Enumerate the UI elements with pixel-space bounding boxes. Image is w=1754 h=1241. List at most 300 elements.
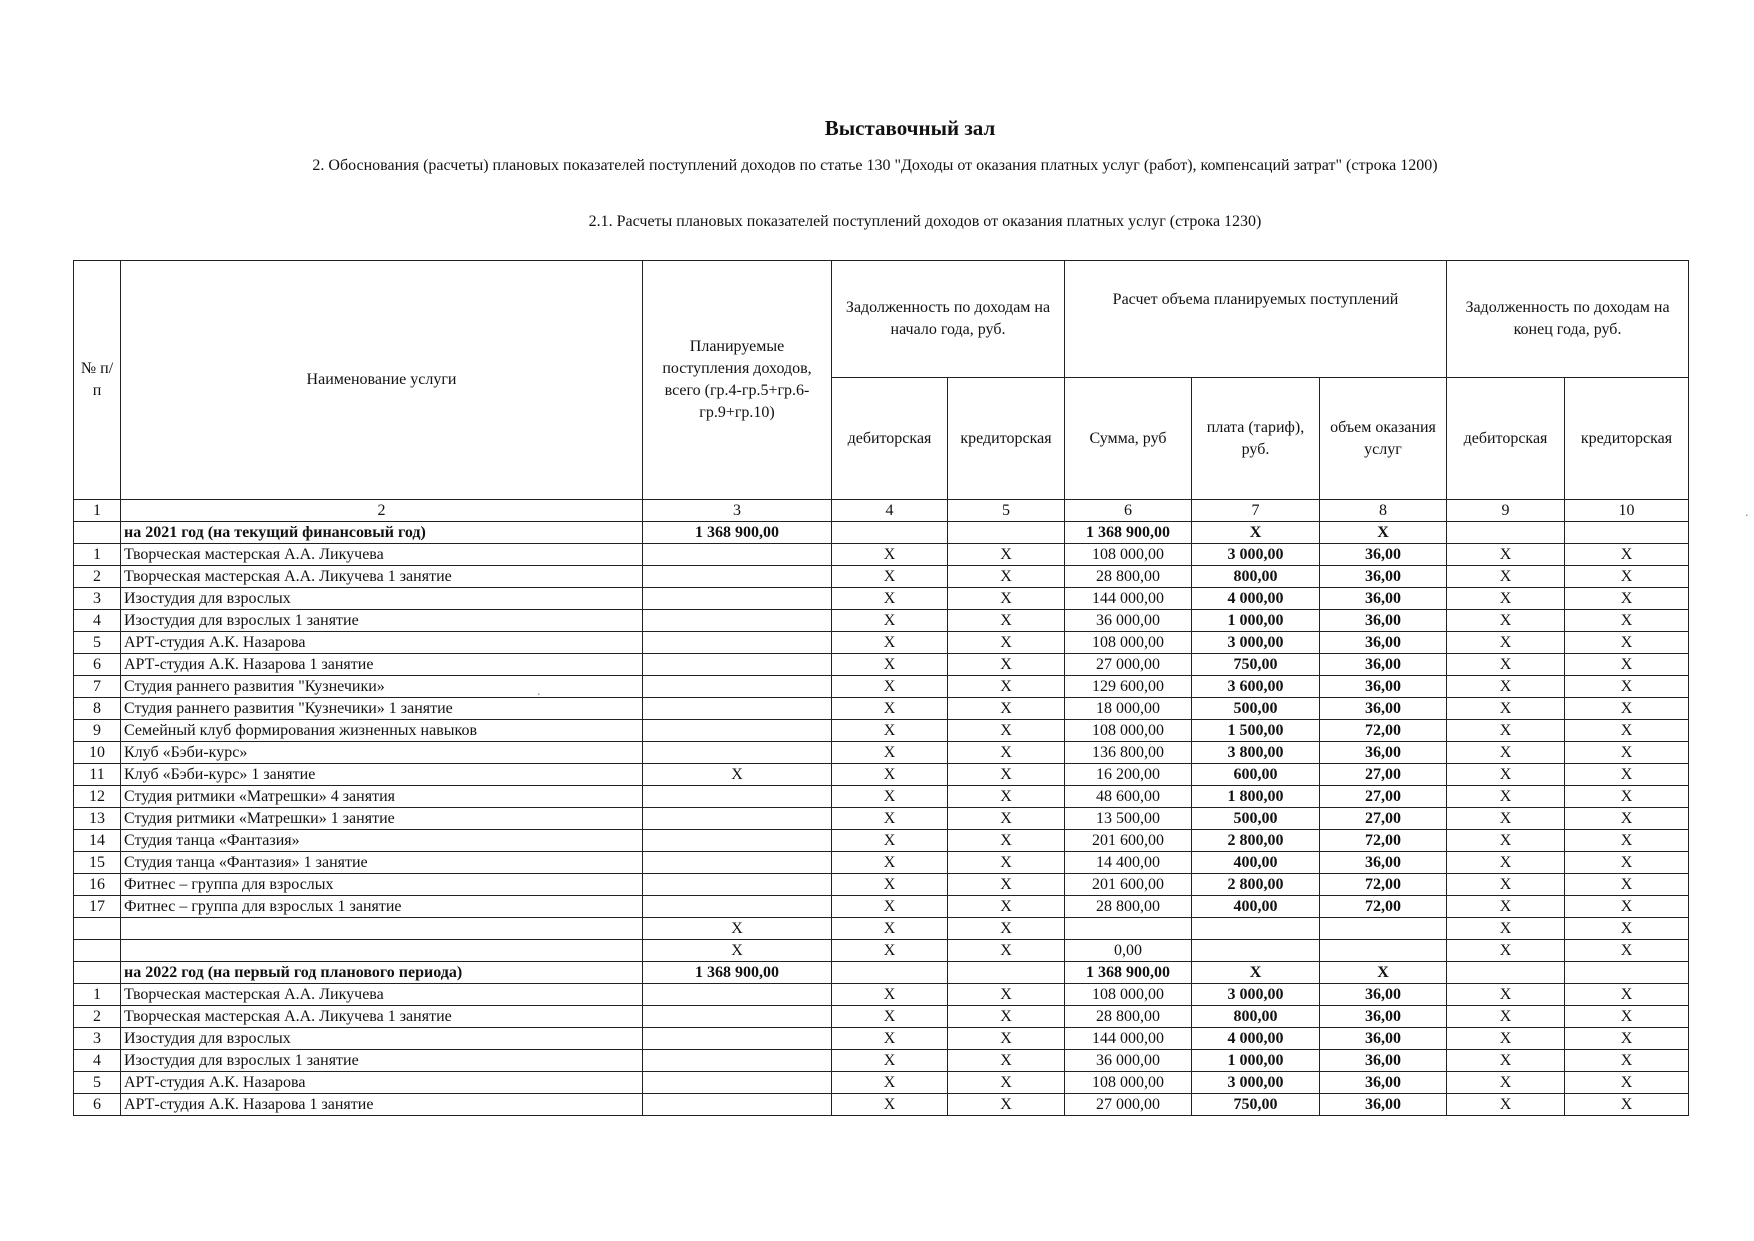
cell-tariff: 3 000,00 [1192,632,1320,654]
cell-sum: 108 000,00 [1065,720,1192,742]
cell-row-num: 1 [74,984,121,1006]
cell-planned-income [643,984,832,1006]
cell-service-name: Студия раннего развития "Кузнечики» 1 занятие [121,698,643,720]
cell-service-name: Студия ритмики «Матрешки» 4 занятия [121,786,643,808]
table-row [74,544,1689,566]
cell-planned-income [643,544,832,566]
cell-planned-income [643,1050,832,1072]
column-number: 3 [643,500,832,522]
cell-debit-start: X [832,588,948,610]
cell-sum: 28 800,00 [1065,896,1192,918]
cell-tariff: 750,00 [1192,654,1320,676]
table-row [74,632,1689,654]
cell-volume: 36,00 [1320,544,1447,566]
cell-credit-end: X [1565,566,1689,588]
cell-debit-start: X [832,742,948,764]
table-row [74,896,1689,918]
cell-planned-income [643,830,832,852]
table-row [74,720,1689,742]
cell-service-name: Студия танца «Фантазия» [121,830,643,852]
cell-credit-end: X [1565,852,1689,874]
cell-volume: X [1320,522,1447,544]
document-title: Выставочный зал [824,116,996,140]
cell-debit-end: X [1447,1050,1565,1072]
cell-credit-end: X [1565,1006,1689,1028]
cell-planned-income [643,808,832,830]
cell-planned-income: X [643,764,832,786]
cell-credit-start: X [948,918,1065,940]
cell-credit-end: X [1565,1028,1689,1050]
cell-sum: 36 000,00 [1065,610,1192,632]
cell-service-name: АРТ-студия А.К. Назарова [121,1072,643,1094]
cell-planned-income [643,566,832,588]
cell-planned-income [643,610,832,632]
cell-debit-end: X [1447,1006,1565,1028]
cell-credit-end: X [1565,632,1689,654]
table-row [74,874,1689,896]
cell-row-num: 11 [74,764,121,786]
cell-volume: 36,00 [1320,1028,1447,1050]
cell-tariff: 1 500,00 [1192,720,1320,742]
header-credit-start: кредиторская [948,378,1065,500]
cell-credit-start: X [948,1094,1065,1116]
cell-planned-income [643,742,832,764]
cell-tariff: 4 000,00 [1192,1028,1320,1050]
column-number: 7 [1192,500,1320,522]
cell-credit-start: X [948,830,1065,852]
cell-volume: 36,00 [1320,984,1447,1006]
table-row [74,940,1689,962]
cell-debit-end: X [1447,918,1565,940]
cell-planned-income [643,720,832,742]
cell-credit-start [948,962,1065,984]
cell-debit-start: X [832,808,948,830]
section-row [74,522,1689,544]
header-planned-income: Планируемые поступления доходов, всего (гр.4-гр.5+гр.6-гр.9+гр.10) [643,261,832,500]
cell-volume: 36,00 [1320,852,1447,874]
cell-service-name [121,918,643,940]
cell-planned-income: 1 368 900,00 [643,522,832,544]
cell-sum [1065,918,1192,940]
cell-credit-end: X [1565,610,1689,632]
cell-sum: 108 000,00 [1065,632,1192,654]
cell-debit-start: X [832,1072,948,1094]
cell-credit-start: X [948,852,1065,874]
cell-tariff: 4 000,00 [1192,588,1320,610]
header-service-name: Наименование услуги [121,261,643,500]
table-row [74,984,1689,1006]
cell-debit-end: X [1447,764,1565,786]
cell-row-num: 2 [74,566,121,588]
cell-volume [1320,940,1447,962]
cell-credit-end: X [1565,830,1689,852]
cell-row-num: 10 [74,742,121,764]
cell-debit-start: X [832,1006,948,1028]
cell-tariff: 1 000,00 [1192,610,1320,632]
cell-debit-end: X [1447,720,1565,742]
cell-credit-start: X [948,1028,1065,1050]
cell-credit-end: X [1565,764,1689,786]
cell-service-name: Творческая мастерская А.А. Ликучева 1 занятие [121,566,643,588]
cell-volume: 36,00 [1320,566,1447,588]
cell-debit-end: X [1447,698,1565,720]
cell-volume: 36,00 [1320,698,1447,720]
cell-service-name: Клуб «Бэби-курс» [121,742,643,764]
cell-sum: 136 800,00 [1065,742,1192,764]
cell-credit-start: X [948,720,1065,742]
table-row [74,566,1689,588]
cell-row-num: 9 [74,720,121,742]
cell-volume: 72,00 [1320,720,1447,742]
section-row [74,962,1689,984]
cell-sum: 14 400,00 [1065,852,1192,874]
cell-credit-start: X [948,1006,1065,1028]
cell-volume: 36,00 [1320,1050,1447,1072]
cell-row-num: 3 [74,1028,121,1050]
header-calculation: Расчет объема планируемых поступлений [1065,261,1447,378]
table-row [74,764,1689,786]
cell-service-name: Студия ритмики «Матрешки» 1 занятие [121,808,643,830]
cell-volume: 27,00 [1320,786,1447,808]
cell-debit-start: X [832,654,948,676]
cell-service-name: на 2022 год (на первый год планового периода) [121,962,643,984]
scan-speck: . [537,684,541,699]
cell-tariff: 2 800,00 [1192,830,1320,852]
cell-tariff: 800,00 [1192,1006,1320,1028]
header-tariff: плата (тариф), руб. [1192,378,1320,500]
cell-debit-end: X [1447,874,1565,896]
cell-credit-start: X [948,896,1065,918]
cell-credit-start: X [948,742,1065,764]
cell-debit-end: X [1447,984,1565,1006]
cell-sum: 16 200,00 [1065,764,1192,786]
cell-planned-income [643,874,832,896]
cell-tariff: 2 800,00 [1192,874,1320,896]
cell-sum: 48 600,00 [1065,786,1192,808]
cell-debit-end [1447,522,1565,544]
cell-volume: 36,00 [1320,588,1447,610]
cell-tariff: 500,00 [1192,698,1320,720]
cell-volume: 72,00 [1320,896,1447,918]
cell-volume: 27,00 [1320,764,1447,786]
cell-volume: 72,00 [1320,874,1447,896]
cell-volume: 36,00 [1320,1006,1447,1028]
cell-debit-end: X [1447,830,1565,852]
cell-tariff: X [1192,962,1320,984]
cell-service-name: АРТ-студия А.К. Назарова [121,632,643,654]
cell-row-num: 15 [74,852,121,874]
cell-volume: 36,00 [1320,632,1447,654]
document-subtitle: 2. Обоснования (расчеты) плановых показателей поступлений доходов по статье 130 "Доходы от оказания платных услуг (работ), компенсаций затрат" (строка 1200) [312,157,1438,174]
cell-credit-start: X [948,632,1065,654]
cell-debit-start: X [832,720,948,742]
cell-planned-income [643,1006,832,1028]
cell-credit-start [948,522,1065,544]
cell-row-num: 2 [74,1006,121,1028]
cell-debit-end: X [1447,808,1565,830]
cell-sum: 1 368 900,00 [1065,522,1192,544]
cell-row-num: 14 [74,830,121,852]
cell-volume: 36,00 [1320,654,1447,676]
cell-tariff: 3 000,00 [1192,1072,1320,1094]
cell-service-name: Творческая мастерская А.А. Ликучева 1 занятие [121,1006,643,1028]
table-row [74,1050,1689,1072]
cell-credit-start: X [948,874,1065,896]
cell-planned-income: X [643,940,832,962]
cell-tariff: 3 800,00 [1192,742,1320,764]
cell-planned-income [643,852,832,874]
cell-debit-start: X [832,984,948,1006]
cell-credit-start: X [948,1072,1065,1094]
cell-credit-start: X [948,676,1065,698]
cell-credit-start: X [948,544,1065,566]
cell-tariff: 3 000,00 [1192,984,1320,1006]
cell-row-num: 17 [74,896,121,918]
header-debit-start: дебиторская [832,378,948,500]
cell-credit-end: X [1565,544,1689,566]
cell-row-num: 16 [74,874,121,896]
cell-tariff: 1 000,00 [1192,1050,1320,1072]
cell-volume [1320,918,1447,940]
cell-debit-start: X [832,918,948,940]
cell-credit-end: X [1565,720,1689,742]
cell-service-name: Изостудия для взрослых [121,1028,643,1050]
cell-volume: 36,00 [1320,1072,1447,1094]
table-row [74,808,1689,830]
cell-debit-start [832,522,948,544]
table-row [74,654,1689,676]
cell-credit-end: X [1565,588,1689,610]
cell-credit-start: X [948,698,1065,720]
cell-service-name: Клуб «Бэби-курс» 1 занятие [121,764,643,786]
cell-volume: 36,00 [1320,676,1447,698]
cell-debit-start: X [832,566,948,588]
cell-tariff: X [1192,522,1320,544]
cell-debit-start: X [832,764,948,786]
cell-planned-income [643,1028,832,1050]
cell-volume: 27,00 [1320,808,1447,830]
cell-tariff: 500,00 [1192,808,1320,830]
cell-debit-end: X [1447,676,1565,698]
cell-tariff: 400,00 [1192,852,1320,874]
table-row [74,742,1689,764]
cell-service-name: Фитнес – группа для взрослых [121,874,643,896]
cell-debit-start: X [832,1050,948,1072]
cell-credit-end: X [1565,940,1689,962]
cell-credit-end: X [1565,676,1689,698]
cell-row-num: 12 [74,786,121,808]
table-row [74,786,1689,808]
cell-sum: 28 800,00 [1065,1006,1192,1028]
cell-credit-start: X [948,808,1065,830]
scan-speck: . [1745,505,1749,520]
cell-row-num: 5 [74,1072,121,1094]
cell-debit-end: X [1447,786,1565,808]
cell-credit-end: X [1565,918,1689,940]
cell-planned-income [643,786,832,808]
cell-credit-end: X [1565,874,1689,896]
column-number: 5 [948,500,1065,522]
cell-credit-start: X [948,764,1065,786]
cell-tariff: 750,00 [1192,1094,1320,1116]
table-row [74,610,1689,632]
cell-debit-end: X [1447,742,1565,764]
header-debt-start: Задолженность по доходам на начало года, руб. [832,261,1065,378]
cell-debit-end [1447,962,1565,984]
cell-planned-income [643,632,832,654]
cell-credit-start: X [948,588,1065,610]
header-volume: объем оказания услуг [1320,378,1447,500]
cell-debit-start: X [832,632,948,654]
cell-debit-start: X [832,676,948,698]
cell-planned-income [643,676,832,698]
cell-debit-start: X [832,610,948,632]
table-row [74,676,1689,698]
cell-sum: 18 000,00 [1065,698,1192,720]
cell-service-name: Фитнес – группа для взрослых 1 занятие [121,896,643,918]
cell-planned-income [643,896,832,918]
cell-row-num: 7 [74,676,121,698]
cell-tariff: 1 800,00 [1192,786,1320,808]
cell-row-num: 4 [74,610,121,632]
column-number: 4 [832,500,948,522]
table-row [74,1028,1689,1050]
cell-service-name [121,940,643,962]
cell-debit-end: X [1447,1072,1565,1094]
cell-service-name: АРТ-студия А.К. Назарова 1 занятие [121,654,643,676]
income-calculation-table [73,260,1689,1116]
table-row [74,830,1689,852]
cell-tariff: 600,00 [1192,764,1320,786]
cell-credit-end: X [1565,1072,1689,1094]
cell-tariff [1192,940,1320,962]
table-row [74,918,1689,940]
cell-debit-start: X [832,940,948,962]
cell-tariff: 3 600,00 [1192,676,1320,698]
header-sum: Сумма, руб [1065,378,1192,500]
cell-sum: 13 500,00 [1065,808,1192,830]
cell-volume: 36,00 [1320,1094,1447,1116]
cell-credit-end: X [1565,808,1689,830]
cell-credit-end [1565,522,1689,544]
column-number: 1 [74,500,121,522]
cell-credit-end: X [1565,742,1689,764]
cell-tariff: 400,00 [1192,896,1320,918]
cell-debit-start: X [832,896,948,918]
cell-volume: 36,00 [1320,742,1447,764]
cell-planned-income: X [643,918,832,940]
cell-service-name: Творческая мастерская А.А. Ликучева [121,544,643,566]
cell-sum: 108 000,00 [1065,544,1192,566]
cell-tariff: 3 000,00 [1192,544,1320,566]
cell-service-name: АРТ-студия А.К. Назарова 1 занятие [121,1094,643,1116]
cell-row-num: 1 [74,544,121,566]
cell-credit-end: X [1565,654,1689,676]
table-row [74,852,1689,874]
column-number: 8 [1320,500,1447,522]
column-number: 2 [121,500,643,522]
cell-credit-start: X [948,786,1065,808]
cell-debit-start: X [832,1028,948,1050]
cell-tariff: 800,00 [1192,566,1320,588]
cell-debit-end: X [1447,1028,1565,1050]
header-debit-end: дебиторская [1447,378,1565,500]
column-number: 10 [1565,500,1689,522]
cell-service-name: Изостудия для взрослых 1 занятие [121,610,643,632]
cell-debit-end: X [1447,632,1565,654]
cell-sum: 144 000,00 [1065,1028,1192,1050]
header-num: № п/п [74,261,121,500]
cell-sum: 201 600,00 [1065,830,1192,852]
cell-credit-start: X [948,940,1065,962]
cell-row-num: 4 [74,1050,121,1072]
cell-credit-end: X [1565,1094,1689,1116]
cell-credit-end: X [1565,896,1689,918]
cell-debit-end: X [1447,1094,1565,1116]
cell-row-num [74,522,121,544]
cell-row-num: 13 [74,808,121,830]
table-row [74,1006,1689,1028]
cell-sum: 28 800,00 [1065,566,1192,588]
cell-debit-start: X [832,852,948,874]
table-body [74,522,1689,1116]
cell-debit-start: X [832,830,948,852]
cell-planned-income: 1 368 900,00 [643,962,832,984]
table-row [74,698,1689,720]
cell-planned-income [643,1072,832,1094]
column-number: 9 [1447,500,1565,522]
cell-planned-income [643,698,832,720]
cell-credit-start: X [948,566,1065,588]
cell-service-name: Творческая мастерская А.А. Ликучева [121,984,643,1006]
cell-tariff [1192,918,1320,940]
header-debt-end: Задолженность по доходам на конец года, руб. [1447,261,1689,378]
header-credit-end: кредиторская [1565,378,1689,500]
column-number: 6 [1065,500,1192,522]
cell-debit-end: X [1447,896,1565,918]
cell-service-name: Изостудия для взрослых 1 занятие [121,1050,643,1072]
cell-row-num: 6 [74,1094,121,1116]
cell-row-num [74,962,121,984]
cell-volume: X [1320,962,1447,984]
cell-planned-income [643,588,832,610]
cell-debit-start: X [832,1094,948,1116]
cell-service-name: на 2021 год (на текущий финансовый год) [121,522,643,544]
table-row [74,588,1689,610]
cell-service-name: Студия раннего развития "Кузнечики» [121,676,643,698]
cell-sum: 201 600,00 [1065,874,1192,896]
cell-debit-end: X [1447,588,1565,610]
cell-debit-start [832,962,948,984]
cell-debit-end: X [1447,544,1565,566]
cell-service-name: Семейный клуб формирования жизненных навыков [121,720,643,742]
cell-service-name: Студия танца «Фантазия» 1 занятие [121,852,643,874]
cell-row-num: 5 [74,632,121,654]
column-number-row [74,500,1689,522]
cell-sum: 108 000,00 [1065,984,1192,1006]
cell-sum: 129 600,00 [1065,676,1192,698]
cell-debit-start: X [832,544,948,566]
cell-sum: 36 000,00 [1065,1050,1192,1072]
cell-row-num: 8 [74,698,121,720]
cell-credit-end [1565,962,1689,984]
cell-debit-start: X [832,786,948,808]
cell-credit-start: X [948,610,1065,632]
cell-credit-end: X [1565,1050,1689,1072]
document-section-title: 2.1. Расчеты плановых показателей поступлений доходов от оказания платных услуг (строка 1230) [588,213,1262,230]
cell-volume: 72,00 [1320,830,1447,852]
table-row [74,1072,1689,1094]
